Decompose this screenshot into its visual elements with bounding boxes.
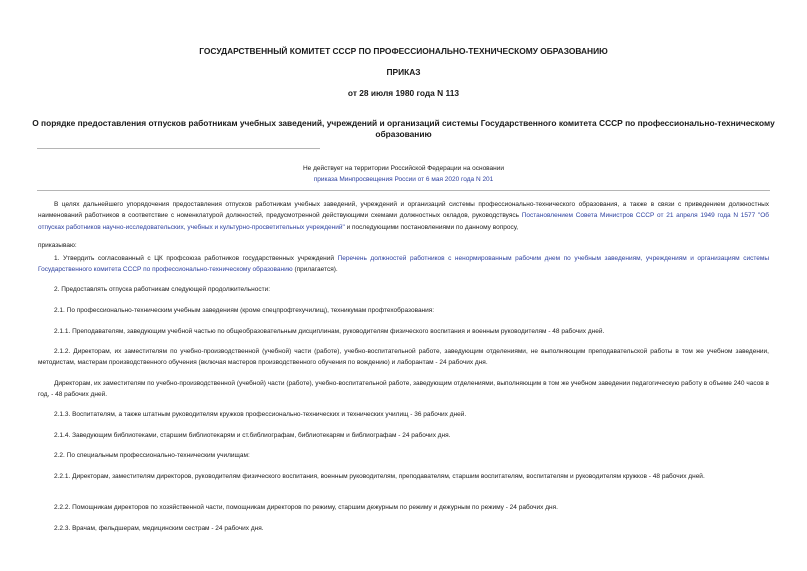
resolution-link[interactable]: Постановлением Совета Министров СССР от 21 апреля 1949 года N 1577 "Об отпусках работников научно-исследовательских, учебных и культурно-просветительных учреждений" (38, 212, 769, 231)
paragraph-2: 2. Предоставлять отпуска работникам следующей продолжительности: (54, 286, 271, 293)
paragraph-2-2-1: 2.2.1. Директорам, заместителям директоров, руководителям физического воспитания, военным руководителям, преподавателям, старшим воспитателям, воспитателям и руководителям кружков - 48 рабочих дней. (54, 473, 705, 480)
preamble-text-1: В целях дальнейшего упорядочения предоставления отпусков работникам учебных заведений, учреждений и организаций системы профессионально-технического образования, а также в связи с приведением должностных наименований работников в соответствие с номенклатурой должностей, предусмотренной действующими схемами должностных окладов, руководствуясь (38, 201, 769, 220)
paragraph-2-2: 2.2. По специальным профессионально-техническим училищам: (54, 452, 250, 459)
paragraph-2-1-1: 2.1.1. Преподавателям, заведующим учебной частью по общеобразовательным дисциплинам, руководителям физического воспитания и военным руководителям - 48 рабочих дней. (54, 328, 605, 335)
item-1-text-2: (прилагается). (292, 266, 338, 274)
item-1-paragraph (38, 253, 769, 276)
paragraph-directors: Директорам, их заместителям по учебно-производственной (учебной) части (работе), учебно-воспитательной работе, заведующим отделениями, выполняющим в том же учебном заведении педагогическую работу в объеме 240 часов в год, - 48 рабочих дней. (38, 380, 769, 399)
long-divider (37, 190, 770, 191)
status-note-line (0, 174, 807, 186)
positions-list-link[interactable]: Перечень должностей работников с ненормированным рабочим днем по учебным заведениям, учреждениям и организациям системы Государственного комитета СССР по профессионально-техническому образованию (38, 255, 769, 274)
paragraph-2-1: 2.1. По профессионально-техническим учебным заведениям (кроме спецпрофтехучилищ), техникумам профтехобразования: (54, 307, 435, 314)
document-type-heading: ПРИКАЗ (386, 67, 421, 77)
paragraph-2-2-3: 2.2.3. Врачам, фельдшерам, медицинским сестрам - 24 рабочих дня. (54, 525, 264, 532)
paragraph-2-2-2: 2.2.2. Помощникам директоров по хозяйственной части, помощникам директоров по режиму, старшим дежурным по режиму и дежурным по режиму - 24 рабочих дня. (54, 504, 558, 511)
paragraph-2-1-2: 2.1.2. Директорам, их заместителям по учебно-производственной (учебной) части (работе), учебно-воспитательной работе, заведующим отделениями, не выполняющим преподавательской работы в том же учебном заведении, методистам, мастерам производственного обучения (включая мастеров производственного обучения по вождению) и лаборантам - 24 рабочих дня. (38, 348, 769, 367)
document-title: О порядке предоставления отпусков работникам учебных заведений, учреждений и организаций системы Государственного комитета СССР по профессионально-техническому образованию (32, 118, 775, 139)
short-divider (37, 148, 320, 149)
orders-label: приказываю: (38, 242, 77, 249)
status-note-text: Не действует на территории Российской Федерации на основании (302, 165, 505, 172)
paragraph-2-1-4: 2.1.4. Заведующим библиотеками, старшим библиотекарям и ст.библиографам, библиотекарям и библиографам - 24 рабочих дня. (54, 432, 451, 439)
preamble-paragraph (38, 199, 769, 233)
paragraph-2-1-3: 2.1.3. Воспитателям, а также штатным руководителям кружков профессионально-технических и технических училищ - 36 рабочих дней. (54, 411, 467, 418)
preamble-text-2: и последующими постановлениями по данному вопросу, (344, 223, 519, 231)
status-note-link[interactable]: приказа Минпросвещения России от 6 мая 2020 года N 201 (313, 176, 494, 183)
item-1-text-1: 1. Утвердить согласованный с ЦК профсоюза работников государственных учреждений (54, 255, 338, 262)
document-date-number: от 28 июля 1980 года N 113 (347, 88, 460, 98)
committee-heading: ГОСУДАРСТВЕННЫЙ КОМИТЕТ СССР ПО ПРОФЕССИОНАЛЬНО-ТЕХНИЧЕСКОМУ ОБРАЗОВАНИЮ (199, 46, 608, 56)
